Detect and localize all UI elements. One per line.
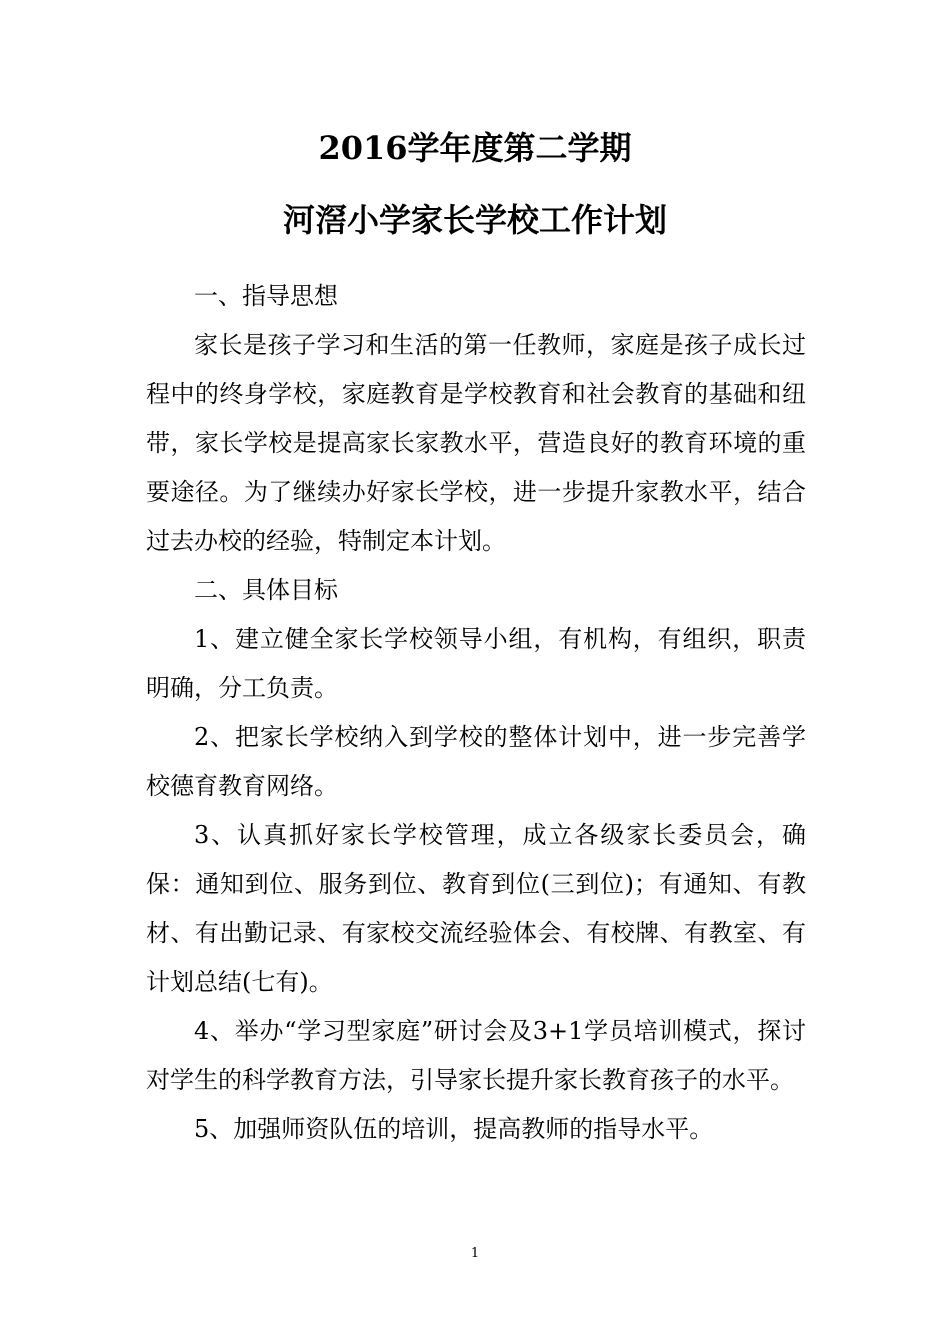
goal-item-5: 5、加强师资队伍的培训，提高教师的指导水平。 [194, 1115, 714, 1143]
section-heading-specific-goals: 二、具体目标 [194, 576, 338, 604]
document-title-line2: 河滘小学家长学校工作计划 [282, 201, 667, 239]
goal-item-4: 4、举办“学习型家庭”研讨会及3+1学员培训模式，探讨对学生的科学教育方法，引导家长提升家长教育孩子的水平。 [146, 1017, 806, 1094]
page-number: 1 [470, 1246, 480, 1261]
document-title-line1: 2016学年度第二学期 [318, 129, 632, 167]
goal-item-2: 2、把家长学校纳入到学校的整体计划中，进一步完善学校德育教育网络。 [146, 723, 806, 800]
document-body [146, 272, 806, 1154]
paragraph-guiding-ideology: 家长是孩子学习和生活的第一任教师，家庭是孩子成长过程中的终身学校，家庭教育是学校教育和社会教育的基础和纽带，家长学校是提高家长家教水平，营造良好的教育环境的重要途径。为了继续办好家长学校，进一步提升家教水平，结合过去办校的经验，特制定本计划。 [146, 331, 806, 555]
section-heading-guiding-ideology: 一、指导思想 [194, 282, 338, 310]
goal-item-3: 3、认真抓好家长学校管理，成立各级家长委员会，确保：通知到位、服务到位、教育到位(三到位)；有通知、有教材、有出勤记录、有家校交流经验体会、有校牌、有教室、有计划总结(七有)。 [146, 821, 806, 996]
goal-item-1: 1、建立健全家长学校领导小组，有机构，有组织，职责明确，分工负责。 [146, 625, 806, 702]
